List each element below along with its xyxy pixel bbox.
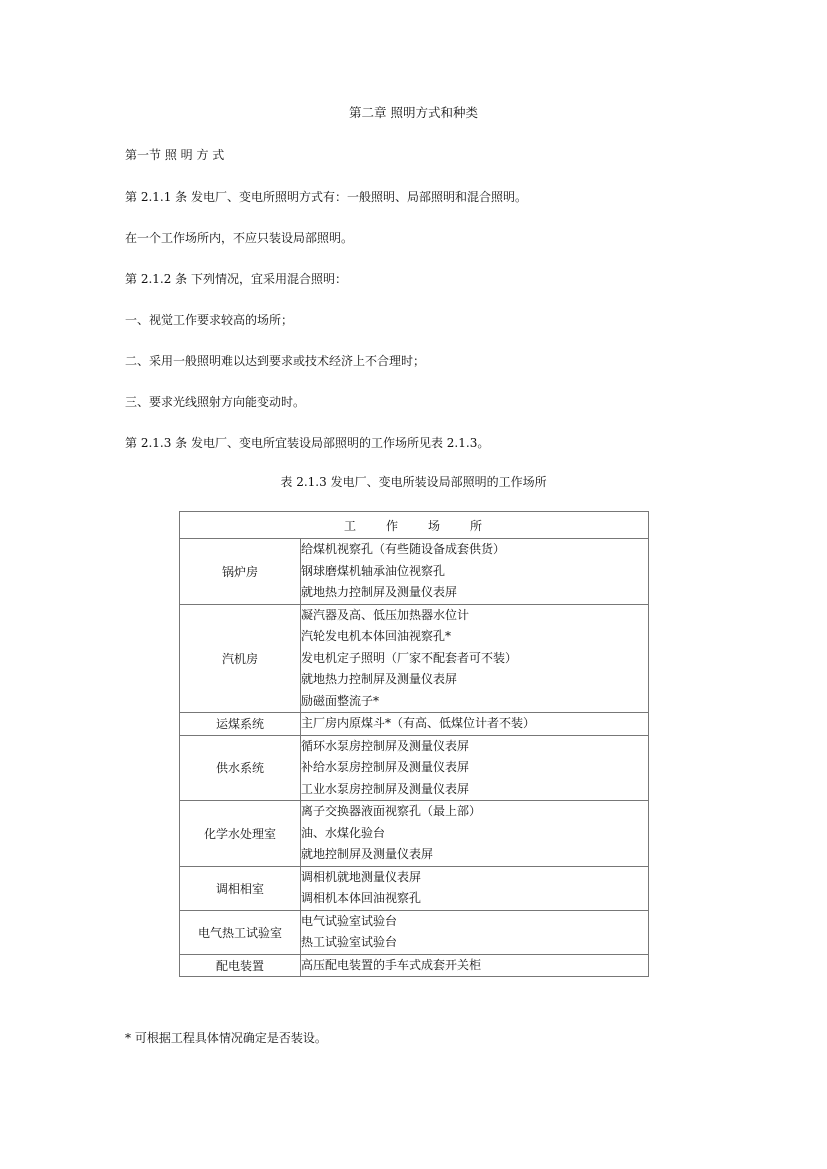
paragraph: 三、要求光线照射方向能变动时。 xyxy=(125,395,306,409)
section-title: 第一节 照 明 方 式 xyxy=(125,148,225,162)
row-items xyxy=(301,735,649,801)
table-row xyxy=(180,713,649,736)
row-item: 励磁面整流子* xyxy=(301,693,380,708)
row-item: 油、水煤化验台 xyxy=(301,825,386,840)
row-item: 调相机就地测量仪表屏 xyxy=(301,869,422,884)
table-row xyxy=(180,539,649,605)
row-category: 化学水处理室 xyxy=(180,801,301,867)
row-item: 钢球磨煤机轴承油位视察孔 xyxy=(301,563,446,578)
row-items xyxy=(301,604,649,713)
row-item: 补给水泵房控制屏及测量仪表屏 xyxy=(301,760,470,774)
row-item: 就地热力控制屏及测量仪表屏 xyxy=(301,585,458,599)
row-items xyxy=(301,713,649,736)
table-header: 工 作 场 所 xyxy=(180,512,649,539)
paragraph: 二、采用一般照明难以达到要求或技术经济上不合理时； xyxy=(125,354,426,368)
row-item: 工业水泵房控制屏及测量仪表屏 xyxy=(301,781,470,796)
paragraph: 一、视觉工作要求较高的场所； xyxy=(125,313,294,327)
row-category: 汽机房 xyxy=(180,604,301,713)
paragraph: 第 2.1.3 条 发电厂、变电所宜装设局部照明的工作场所见表 2.1.3。 xyxy=(125,436,490,450)
chapter-title: 第二章 照明方式和种类 xyxy=(349,105,478,120)
row-items xyxy=(301,910,649,954)
row-item: 高压配电装置的手车式成套开关柜 xyxy=(301,957,482,972)
row-item: 调相机本体回油视察孔 xyxy=(301,891,422,905)
row-item: 电气试验室试验台 xyxy=(301,913,398,928)
row-item: 循环水泵房控制屏及测量仪表屏 xyxy=(301,738,470,753)
paragraph: 在一个工作场所内，不应只装设局部照明。 xyxy=(125,231,354,245)
row-item: 发电机定子照明（厂家不配套者可不装） xyxy=(301,650,518,665)
table-row xyxy=(180,954,649,977)
row-category: 调相相室 xyxy=(180,866,301,910)
row-item: 汽轮发电机本体回油视察孔* xyxy=(301,629,452,643)
table-header-row xyxy=(180,512,649,539)
row-category: 供水系统 xyxy=(180,735,301,801)
row-items xyxy=(301,954,649,977)
row-item: 就地控制屏及测量仪表屏 xyxy=(301,847,434,861)
row-items xyxy=(301,539,649,605)
paragraph: 第 2.1.1 条 发电厂、变电所照明方式有：一般照明、局部照明和混合照明。 xyxy=(125,190,527,204)
table-row xyxy=(180,604,649,713)
table-row xyxy=(180,801,649,867)
table-caption: 表 2.1.3 发电厂、变电所装设局部照明的工作场所 xyxy=(280,475,547,489)
table-row xyxy=(180,735,649,801)
row-items xyxy=(301,866,649,910)
footnote: * 可根据工程具体情况确定是否装设。 xyxy=(125,1031,327,1045)
row-item: 主厂房内原煤斗*（有高、低煤位计者不装） xyxy=(301,716,536,730)
row-item: 离子交换器液面视察孔（最上部） xyxy=(301,804,482,818)
workplace-table xyxy=(179,511,649,977)
row-category: 锅炉房 xyxy=(180,539,301,605)
paragraph: 第 2.1.2 条 下列情况，宜采用混合照明： xyxy=(125,272,347,286)
row-item: 凝汽器及高、低压加热器水位计 xyxy=(301,607,470,622)
row-item: 给煤机视察孔（有些随设备成套供货） xyxy=(301,542,506,556)
row-item: 就地热力控制屏及测量仪表屏 xyxy=(301,672,458,686)
table-row xyxy=(180,866,649,910)
row-category: 运煤系统 xyxy=(180,713,301,736)
row-items xyxy=(301,801,649,867)
row-category: 电气热工试验室 xyxy=(180,910,301,954)
row-item: 热工试验室试验台 xyxy=(301,935,398,949)
row-category: 配电装置 xyxy=(180,954,301,977)
table-row xyxy=(180,910,649,954)
